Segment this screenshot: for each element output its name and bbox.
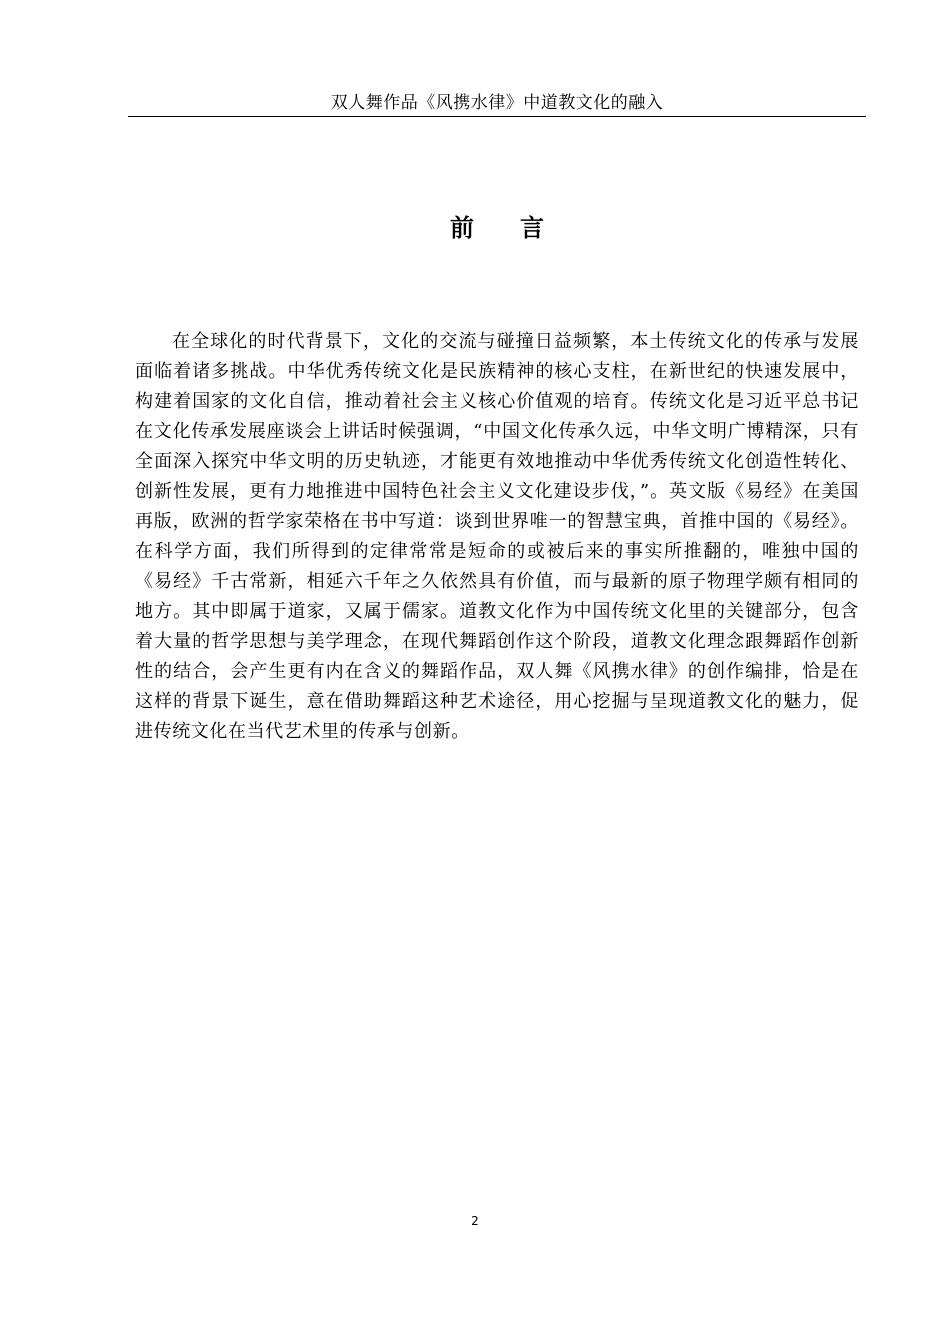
section-title: 前言 [450, 213, 590, 242]
running-header-title: 双人舞作品《风携水律》中道教文化的融入 [330, 93, 664, 113]
page-number: 2 [471, 1214, 479, 1228]
body-paragraph: 在全球化的时代背景下，文化的交流与碰撞日益频繁，本土传统文化的传承与发展面临着诸多挑战。中华优秀传统文化是民族精神的核心支柱，在新世纪的快速发展中，构建着国家的文化自信，推动着社会主义核心价值观的培育。传统文化是习近平总书记在文化传承发展座谈会上讲话时候强调，“中国文化传承久远，中华文明广博精深，只有全面深入探究中华文明的历史轨迹，才能更有效地推动中华优秀传统文化创造性转化、创新性发展，更有力地推进中国特色社会主义文化建设步伐，”。英文版《易经》在美国再版，欧洲的哲学家荣格在书中写道：谈到世界唯一的智慧宝典，首推中国的《易经》。在科学方面，我们所得到的定律常常是短命的或被后来的事实所推翻的，唯独中国的《易经》千古常新，相延六千年之久依然具有价值，而与最新的原子物理学颇有相同的地方。其中即属于道家，又属于儒家。道教文化作为中国传统文化里的关键部分，包含着大量的哲学思想与美学理念，在现代舞蹈创作这个阶段，道教文化理念跟舞蹈作创新性的结合，会产生更有内在含义的舞蹈作品，双人舞《风携水律》的创作编排，恰是在这样的背景下诞生，意在借助舞蹈这种艺术途径，用心挖掘与呈现道教文化的魅力，促进传统文化在当代艺术里的传承与创新。 [135, 331, 859, 742]
header-divider [128, 116, 866, 117]
